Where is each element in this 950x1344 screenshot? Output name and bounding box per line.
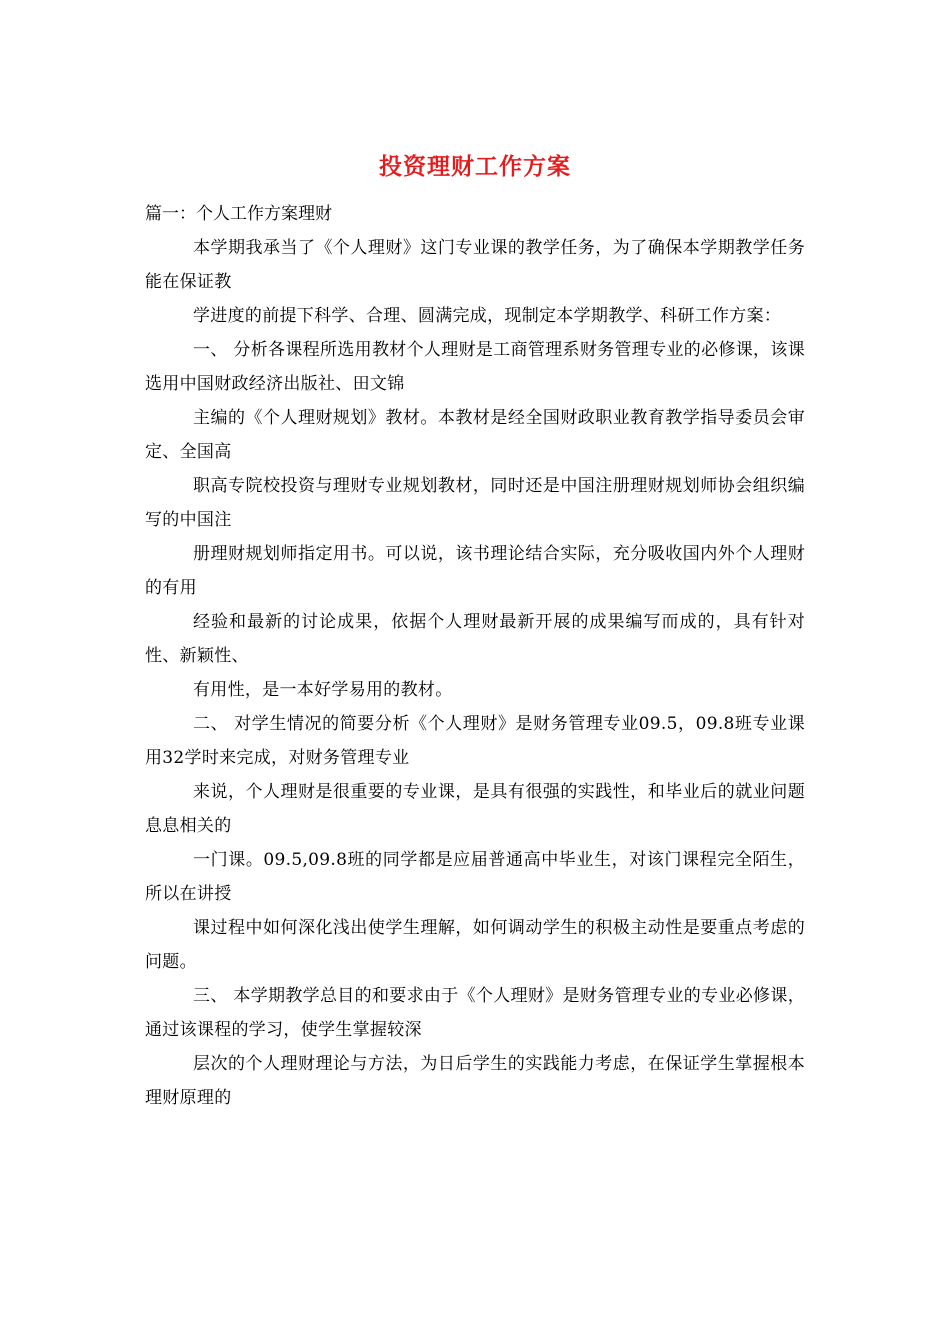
paragraph: 一、 分析各课程所选用教材个人理财是工商管理系财务管理专业的必修课，该课选用中国财政经济出版社、田文锦: [145, 340, 805, 394]
paragraph: 二、 对学生情况的简要分析《个人理财》是财务管理专业09.5，09.8班专业课用32学时来完成，对财务管理专业: [145, 714, 805, 768]
paragraph: 课过程中如何深化浅出使学生理解，如何调动学生的积极主动性是要重点考虑的问题。: [145, 918, 805, 972]
section-heading: 篇一：个人工作方案理财: [145, 204, 332, 224]
document-body: [145, 231, 805, 1115]
paragraph: 层次的个人理财理论与方法，为日后学生的实践能力考虑，在保证学生掌握根本理财原理的: [145, 1054, 805, 1108]
paragraph: 一门课。09.5,09.8班的同学都是应届普通高中毕业生，对该门课程完全陌生，所以在讲授: [145, 850, 805, 904]
paragraph: 学进度的前提下科学、合理、圆满完成，现制定本学期教学、科研工作方案：: [193, 306, 782, 326]
paragraph: 来说，个人理财是很重要的专业课，是具有很强的实践性，和毕业后的就业问题息息相关的: [145, 782, 805, 836]
paragraph: 有用性，是一本好学易用的教材。: [193, 680, 453, 700]
paragraph: 三、 本学期教学总目的和要求由于《个人理财》是财务管理专业的专业必修课，通过该课程的学习，使学生掌握较深: [145, 986, 805, 1040]
paragraph: 本学期我承当了《个人理财》这门专业课的教学任务，为了确保本学期教学任务能在保证教: [145, 238, 805, 292]
paragraph: 册理财规划师指定用书。可以说，该书理论结合实际，充分吸收国内外个人理财的有用: [145, 544, 805, 598]
paragraph: 经验和最新的讨论成果，依据个人理财最新开展的成果编写而成的，具有针对性、新颖性、: [145, 612, 805, 666]
paragraph: 职高专院校投资与理财专业规划教材，同时还是中国注册理财规划师协会组织编写的中国注: [145, 476, 805, 530]
document-title: 投资理财工作方案: [379, 153, 571, 180]
paragraph: 主编的《个人理财规划》教材。本教材是经全国财政职业教育教学指导委员会审定、全国高: [145, 408, 805, 462]
